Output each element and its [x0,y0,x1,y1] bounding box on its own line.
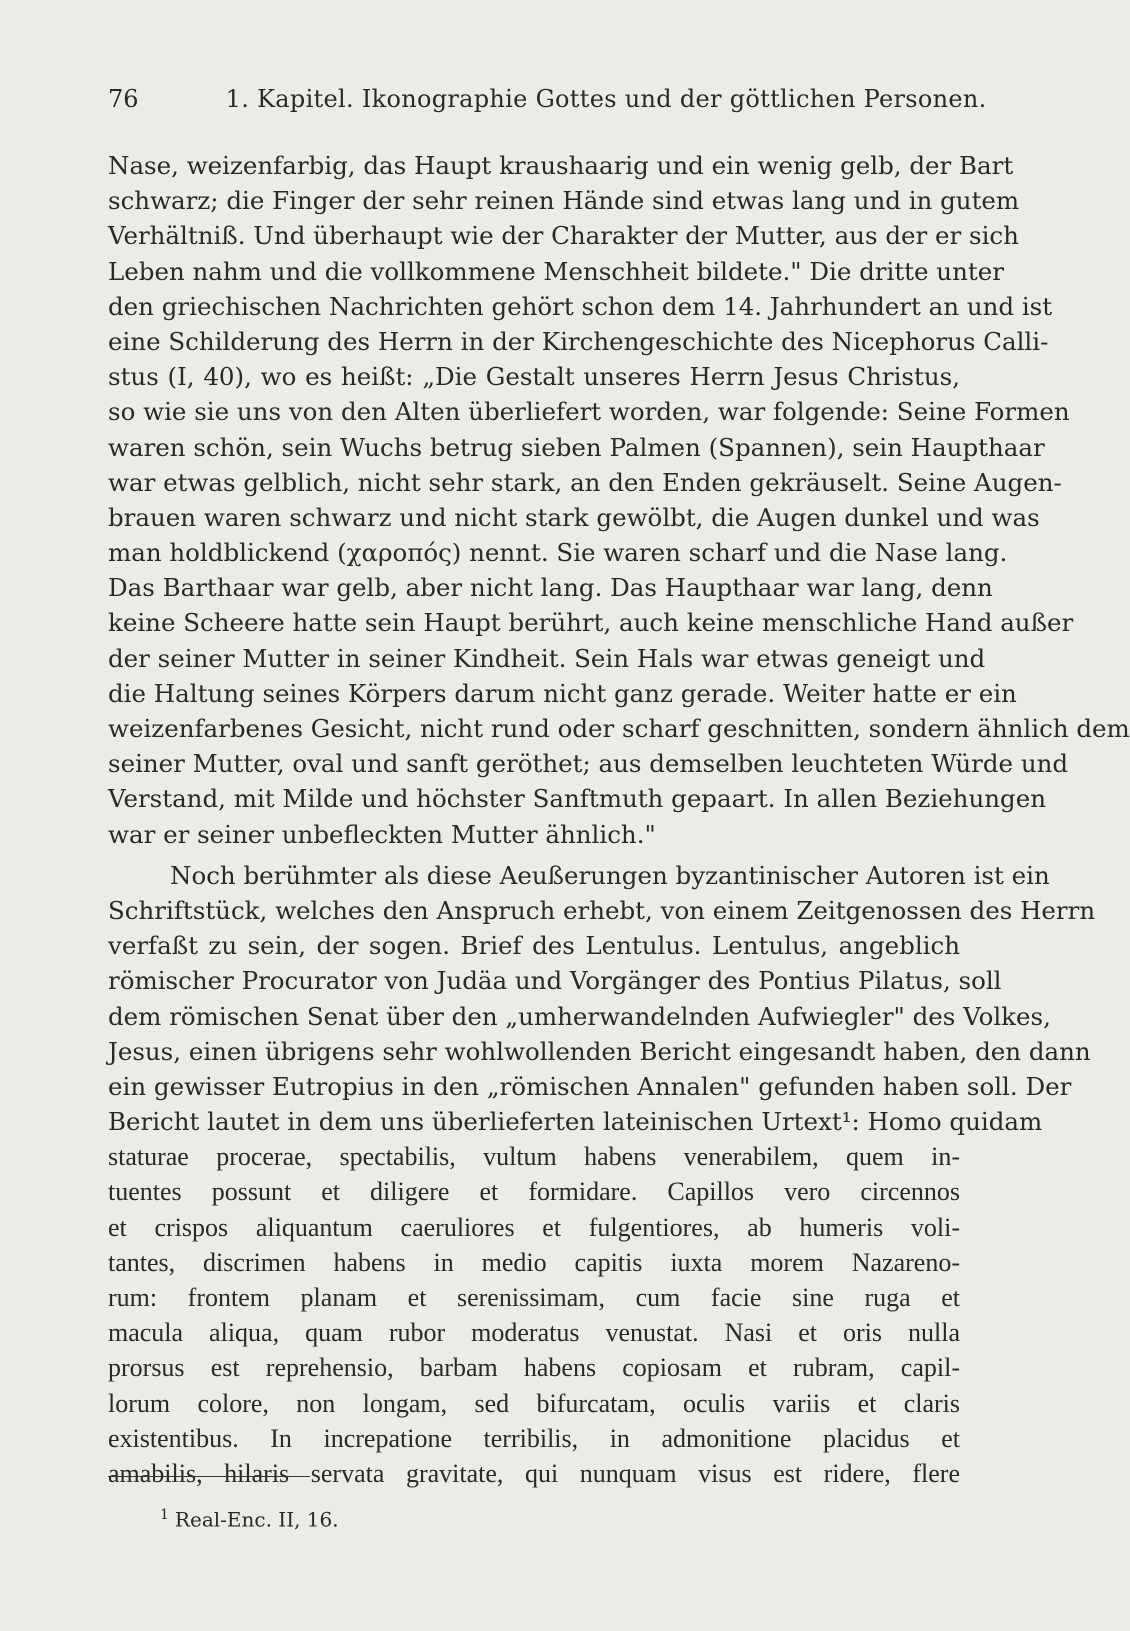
text-line: verfaßt zu sein, der sogen. Brief des Lentulus. Lentulus, angeblich [108,931,960,961]
text-line: den griechischen Nachrichten gehört schon dem 14. Jahrhundert an und ist [108,291,1053,321]
text-line: Das Barthaar war gelb, aber nicht lang. Das Haupthaar war lang, denn [108,573,993,603]
paragraph-first-line: Noch berühmter als diese Aeußerungen byzantinischer Autoren ist ein [170,860,1050,890]
latin-text-line: et crispos aliquantum caeruliores et fulgentiores, ab humeris voli- [108,1212,960,1242]
page-header [108,84,987,114]
text-line: Verstand, mit Milde und höchster Sanftmuth gepaart. In allen Beziehungen [108,784,1046,814]
latin-text-line: existentibus. In increpatione terribilis, in admonitione placidus et [108,1423,960,1453]
text-line: römischer Procurator von Judäa und Vorgänger des Pontius Pilatus, soll [108,966,1002,996]
latin-text-line: prorsus est reprehensio, barbam habens copiosam et rubram, capil- [108,1353,960,1383]
text-line: keine Scheere hatte sein Haupt berührt, auch keine menschliche Hand außer [108,608,1074,638]
text-line: Jesus, einen übrigens sehr wohlwollenden Bericht eingesandt haben, den dann [108,1036,1091,1066]
text-line: Schriftstück, welches den Anspruch erhebt, von einem Zeitgenossen des Herrn [108,895,1096,925]
text-line: brauen waren schwarz und nicht stark gewölbt, die Augen dunkel und was [108,502,1040,532]
latin-text-line: lorum colore, non longam, sed bifurcatam, oculis variis et claris [108,1388,960,1418]
text-line: so wie sie uns von den Alten überliefert worden, war folgende: Seine Formen [108,397,1070,427]
text-line: war er seiner unbefleckten Mutter ähnlich." [108,819,656,849]
text-line: dem römischen Senat über den „umherwandelnden Aufwiegler" des Volkes, [108,1001,1051,1031]
footnote-text: Real-Enc. II, 16. [174,1507,339,1532]
text-line: Leben nahm und die vollkommene Menschheit bildete." Die dritte unter [108,256,1004,286]
latin-text-line: macula aliqua, quam rubor moderatus venustat. Nasi et oris nulla [108,1318,960,1348]
text-line: war etwas gelblich, nicht sehr stark, an den Enden gekräuselt. Seine Augen- [108,467,1062,497]
text-line: der seiner Mutter in seiner Kindheit. Sein Hals war etwas geneigt und [108,643,986,673]
text-line: waren schön, sein Wuchs betrug sieben Palmen (Spannen), sein Haupthaar [108,432,1045,462]
latin-text-line: tantes, discrimen habens in medio capitis iuxta morem Nazareno- [108,1247,960,1277]
text-line: Bericht lautet in dem uns überlieferten lateinischen Urtext¹: Homo quidam [108,1107,1043,1137]
footnote [160,1502,339,1533]
text-line: stus (I, 40), wo es heißt: „Die Gestalt unseres Herrn Jesus Christus, [108,362,960,392]
page-number: 76 [108,85,139,113]
text-line: Nase, weizenfarbig, das Haupt kraushaarig und ein wenig gelb, der Bart [108,151,1014,180]
text-line: eine Schilderung des Herrn in der Kirchengeschichte des Nicephorus Calli- [108,326,1049,356]
text-line: schwarz; die Finger der sehr reinen Hände sind etwas lang und in gutem [108,186,1020,216]
text-line: man holdblickend (χαροπός) nennt. Sie waren scharf und die Nase lang. [108,538,1008,568]
body-text [108,148,1130,1491]
latin-text-line: amabilis, hilaris servata gravitate, qui nunquam visus est ridere, flere [108,1458,960,1488]
text-line: ein gewisser Eutropius in den „römischen Annalen" gefunden haben soll. Der [108,1071,1072,1101]
text-line: seiner Mutter, oval und sanft geröthet; aus demselben leuchteten Würde und [108,749,1069,779]
text-line: weizenfarbenes Gesicht, nicht rund oder scharf geschnitten, sondern ähnlich dem [108,714,1130,743]
latin-text-line: staturae procerae, spectabilis, vultum habens venerabilem, quem in- [108,1142,960,1172]
latin-text-line: tuentes possunt et diligere et formidare. Capillos vero circennos [108,1177,960,1207]
text-line: die Haltung seines Körpers darum nicht ganz gerade. Weiter hatte er ein [108,678,1017,708]
footnote-marker: 1 [160,1507,169,1523]
latin-text-line: rum: frontem planam et serenissimam, cum facie sine ruga et [108,1283,960,1312]
running-title: 1. Kapitel. Ikonographie Gottes und der göttlichen Personen. [225,85,987,113]
text-line: Verhältniß. Und überhaupt wie der Charakter der Mutter, aus der er sich [108,221,1019,251]
footnote-divider [108,1476,310,1477]
